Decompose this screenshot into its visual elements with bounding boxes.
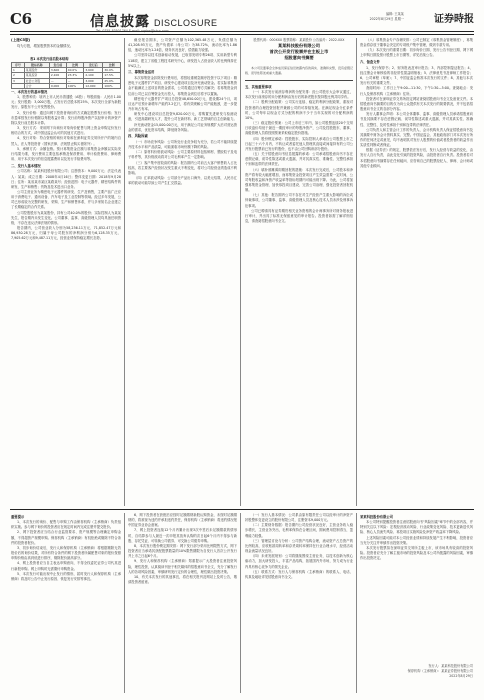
table-cell: 合计	[24, 83, 49, 88]
issuer-name: 发行人：某某科技股份有限公司	[428, 664, 473, 668]
column-divider	[356, 38, 357, 506]
table-cell: 某某股份	[24, 68, 49, 73]
section-heading: 二、发行人基本情况	[11, 163, 41, 168]
sponsor-name: 保荐机构（主承销商）：某某证券股份有限公司	[407, 669, 473, 673]
table-cell: 12,000	[84, 83, 103, 88]
column-2-body: 截至报告期末，公司资产总额为102,365.48万元，负债总额为41,208.93万元，资产负债率（母公司）为38.72%，流动比率为1.86倍，速动比率为1.24倍，财务状况良好，偿债能力较强。 公司坚持以技术创新驱动发展，已取得发明专利26项、实用新型专利118项，建立了省级工程技术研究中心，研发投入占营业收入的比例保持在5%以上。 三、募集资金运用 本次募集资金扣除发行费用后，将按轻重缓急顺序投资于以下项目：精密电子元器件扩产项目、研发中心建设项目及补充流动资金。若实际募集资金不能满足上述项目的资金需求，公司将通过自筹方式解决；若募集资金到位前公司已以自筹资金先行投入，募集资金到位后将予以置换。 精密电子元器件扩产项目总投资48,650.00万元，建设期24个月，项目达产后预计新增年产能约3.2亿只，将有效缓解公司产能瓶颈，进一步提升市场占有率。 研发中心建设项目总投资9,820.00万元，将购置先进研发与检测设备，引进高端研发人才，提升公司在新材料、新工艺领域的自主创新能力。 补充流动资金15,000.00万元，用于满足公司业务规模扩大后对营运资金的需求，优化资本结构，降低财务风险。 四、风险因素 （一）市场竞争风险：公司所处行业竞争较为充分，若公司不能持续提升技术水平和产品质量，可能面临市场份额下降的风险。 （二）原材料价格波动风险：公司主要原材料包括铜材、塑胶粒子及电子料件等，其价格波动将对公司毛利率产生一定影响。 （三）客户集中度较高的风险：报告期内公司前五大客户销售收入占比较高，若主要客户经营状况发生重大不利变化，将对公司经营业绩造成不利影响。 （四）汇率波动风险：公司部分产品出口海外，以美元结算，人民币汇率的波动可能导致公司产生汇兑损益。	[128, 38, 237, 186]
contact-line: Tel: 0755-83501764 E-mail: zqsbw@stcn.com	[96, 29, 169, 33]
lower-column-4: 某某科技股份有限公司 本公司特别提醒投资者注意招股意向书"风险因素"章节中的全部内容，并特别关注以下风险：宏观经济波动风险、行业政策变化风险、技术更新迭代风险、核心人员流失风险、募投项目实施风险及净资产收益率下降风险。 上述风险因素可能对本公司经营业绩和持续发展产生不利影响，投资者应当充分关注并审慎作出投资决策。 本次发行股票拟在深圳证券交易所主板上市，该市场具有较高的投资风险。投资者应充分了解主板市场的投资风险及本公司所披露的风险因素，审慎作出投资决定。	[360, 514, 473, 561]
table-header-cell: 发行前	[49, 63, 66, 68]
table-cell: 2,100	[49, 73, 66, 78]
table-header-cell: 序号	[12, 63, 25, 68]
table-header-cell: 比例	[103, 63, 121, 68]
lower-column-2: 6、网下投资者在获配后应按时足额缴纳新股认购资金，未按时足额缴纳的，将被视为违约并承担违约责任，保荐机构（主承销商）将违约情况报中国证券业协会备案。 7、网上投资者连续12个月内累计出现3次中签后未足额缴款的情形时，自结算参与人最近一次申报其放弃认购的次日起6个月内不得参与新股、存托凭证、可转换公司债券、可交换公司债券申购。 8、本次发行股份锁定期安排：网下发行部分采用比例限售方式，网下投资者应当承诺其获配股票数量的10%限售期限为自发行人首次公开发行并上市之日起6个月。 9、发行人和保荐机构（主承销商）郑重提示广大投资者注意投资风险，理性投资，认真阅读刊登于相关媒体的招股意向书全文，充分了解发行人的各项风险因素，审慎研判发行定价的合理性，理性做出投资决策。 10、有关本次发行的其他事宜，将在相关报刊及网站上及时公告，敬请投资者留意。	[128, 513, 237, 585]
lower-column-1: 重要提示 1、本次发行的询价、配售与申购工作由保荐机构（主承销商）负责组织实施。参与网下询价的投资者应在规定时间内完成注册并提交报价。 2、网下投资者应当结合行业监管要求、资产规模等合理确定申购金额，不得超资产规模申购。保荐机构（主承销商）有权拒绝或剔除不符合条件的投资者报价。 3、初步询价结束后，发行人和保荐机构（主承销商）将根据剔除无效报价后的询价结果，对所有符合条件的网下投资者所属配售对象的报价按照申购价格由高到低进行排序，剔除报价最高部分。 4、网上投资者应当自主表达申购意向，不得全权委托证券公司代其进行新股申购。网上申购时无需缴付申购资金。 5、本次发行可能出现中止发行的情形，届时发行人和保荐机构（主承销商）将及时公告中止发行原因、恢复发行安排等事宜。	[11, 514, 121, 581]
announcement-doc-name: 招股意向书摘要	[284, 55, 314, 60]
date-line: 2022年8月29日 星期一	[369, 17, 404, 21]
section-heading: 某某科技股份有限公司	[360, 514, 393, 519]
table-intro-text: 均为万股，增加股票资本的金额情况。	[17, 44, 74, 48]
title-rule	[245, 80, 353, 81]
table-cell: 23.3%	[66, 73, 84, 78]
section-heading: 六、备查文件	[360, 60, 380, 65]
page-number: C6	[10, 10, 32, 28]
table-cell: 25.0%	[103, 78, 121, 83]
table-cell: —	[66, 78, 84, 83]
continued-label: (上接C5版)	[11, 38, 31, 42]
table-header-cell: 发行后	[84, 63, 103, 68]
section-heading: 三、募集资金运用	[128, 70, 155, 75]
table-cell: 3,600	[84, 68, 103, 73]
table-cell: 社会公众股	[24, 78, 49, 83]
table-cell: 某某投资	[24, 73, 49, 78]
capital-structure-table	[11, 62, 121, 89]
lower-column-3: （一）发行人基本情况：公司系由原有限责任公司以经审计的净资产折股整体变更设立的股份有限公司，注册资本9,000万元。 （二）主要财务数据：报告期内公司经营状况良好，主营业务收入稳步增长，主营业务突出，毛利率保持在合理区间，期间费用控制得当，盈利能力较强。 （三）管理层讨论与分析：公司资产结构合理，流动资产占总资产的比例较高，应收账款周转率和存货周转率保持在行业合理水平，经营活动现金流量状况良好。 （四）未来发展规划：公司将继续围绕主营业务，以技术创新为核心驱动力，加大研发投入，丰富产品结构，拓展国内外市场，努力成为行业内具有核心竞争力的领先企业。 （五）联系方式：发行人与保荐机构（主承销商）的联系人、电话、传真及地址详见招股意向书全文。	[245, 513, 353, 579]
table-cell: 100%	[66, 83, 84, 88]
column-divider	[240, 513, 241, 693]
section-heading: 重要提示	[11, 514, 25, 519]
table-cell: 2	[12, 73, 25, 78]
page-header	[10, 10, 474, 33]
header-rule-thin	[10, 34, 474, 35]
table-cell: 2,100	[84, 73, 103, 78]
column-divider	[356, 513, 357, 693]
table-header-cell: 股东名称	[24, 63, 49, 68]
table-cell: 40.0%	[66, 68, 84, 73]
table-header-cell: 比例	[66, 63, 84, 68]
announcement-title-block	[245, 38, 353, 61]
column-1-body: 一、本次发行的基本情况 1、股票种类：境内上市人民币普通股（A股）；每股面值：人民币1.00元；发行股数：3,000万股，占发行后总股本的25%，本次发行全部为新股发行，原股东不公开发售股份。 2、发行价格：通过向网下投资者询价的方式确定股票发行价格；发行市盈率按发行价格除以每股收益计算；发行前每股净资产以经审计的净资产除以发行前总股本计算。 3、发行方式：采用网下向询价对象询价配售与网上资金申购定价发行相结合的方式，或中国证监会认可的其他方式进行。 4、发行对象：符合资格的询价对象和在深圳证券交易所开户的境内自然人、法人等投资者（国家法律、法规禁止购买者除外）。 5、承销方式：余额包销。预计募集资金总额与募集资金净额以实际发行结果为准，发行费用主要包括承销及保荐费用、审计验资费用、律师费用、用于本次发行的信息披露费用以及发行手续费用等。 二、发行人基本情况 公司名称：某某科技股份有限公司；注册资本：9,000万元；法定代表人：某某；成立日期：2008年4月16日；整体变更日期：2018年9月28日；住所：某省某市某区某路某号；经营范围：电子元器件、精密结构件的研发、生产和销售；货物及技术进出口业务。 公司主营业务为精密电子元器件的研发、生产及销售，主要产品广泛应用于消费电子、通讯设备、汽车电子及工业控制等领域。经过多年发展，公司已形成较为完整的研发、采购、生产和销售体系，并与多家知名企业建立了长期稳定的合作关系。 公司控股股东为某某股份，持有公司40.0%的股份；实际控制人为某某先生，报告期内未发生变化。公司董事、监事、高级管理人员均具备任职资格，不存在违反法律法规的情形。 报告期内，公司营业收入分别为58,236.11万元、71,852.47万元和86,930.28万元，归属于母公司股东的净利润分别为6,128.35万元、7,905.62万元和9,487.11万元，经营业绩保持稳定增长态势。	[11, 89, 121, 241]
section-heading: 一、本次发行的基本情况	[11, 89, 48, 94]
column-divider	[240, 38, 241, 506]
table-cell: 3,600	[49, 68, 66, 73]
signature-block	[360, 664, 473, 679]
page-title-en: DISCLOSURE	[154, 18, 218, 28]
page-title	[90, 11, 218, 31]
board-statement	[245, 66, 353, 78]
newspaper-logo: 证券時报	[434, 14, 474, 25]
signature-date: 2022年8月29日	[449, 674, 473, 678]
company-name: 某某科技股份有限公司	[278, 43, 320, 48]
lower-section-rule	[10, 509, 474, 510]
board-statement-text: 本公司及董事会全体成员保证信息披露内容的真实、准确和完整，没有虚假记载、误导性陈述或重大遗漏。	[245, 66, 353, 76]
editor-line: 编辑: 王某某	[385, 12, 404, 16]
page-title-cn: 信息披露	[90, 14, 150, 30]
table-cell: 1	[12, 68, 25, 73]
table-cell: —	[49, 78, 66, 83]
table-cell: 30.0%	[103, 68, 121, 73]
announcement-subtitle: 首次公开发行股票并在主板上市	[269, 49, 329, 54]
header-rule-thick	[10, 31, 474, 32]
column-4-body: （八）募集资金专户存储安排：公司已制定《募集资金管理制度》，募集资金将存放于董事会决定的专项账户集中管理，做到专款专用。 （九）本次发行的重要日期：初步询价日期、发行公告刊登日期、网下网上申购日期及预计股票上市日期等，详见后续公告。 六、备查文件 1、发行保荐书；2、财务报表及审计报告；3、内部控制鉴证报告；4、经注册会计师核验的非经常性损益明细表；5、法律意见书及律师工作报告；6、公司章程（草案）；7、中国证监会核准本次发行的文件；8、其他与本次发行有关的重要文件。 查阅时间：工作日上午9:00—11:30，下午1:30—5:00。查阅地点：发行人及保荐机构（主承销商）住所。 投资者可在深圳证券交易所指定网站查阅招股意向书全文及备查文件。本招股意向书摘要的目的仅为向公众提供有关本次发行的简要情况，并不包括招股意向书全文的各部分内容。 发行人董事会声明：本公司全体董事、监事、高级管理人员承诺招股意向书及其摘要不存在虚假记载、误导性陈述或重大遗漏，并对其真实性、准确性、完整性、及时性承担个别和连带的法律责任。 公司负责人和主管会计工作的负责人、会计机构负责人保证招股意向书及其摘要中财务会计资料真实、完整。中国证监会、其他政府部门对本次发行所作的任何决定或意见，均不表明其对发行人股票的价值或者投资者的收益作出实质性判断或者保证。 根据《证券法》的规定，股票依法发行后，发行人经营与收益的变化，由发行人自行负责，由此变化引致的投资风险，由投资者自行负责。投资者若对本招股意向书摘要存在任何疑问，应咨询自己的股票经纪人、律师、会计师或其他专业顾问。	[360, 38, 473, 168]
table-title: 表1 本次发行前后股本结构	[30, 57, 69, 61]
table-cell: 3,000	[84, 78, 103, 83]
column-divider	[124, 513, 125, 693]
table-cell: 17.5%	[103, 73, 121, 78]
table-cell: 9,000	[49, 83, 66, 88]
table-intro	[11, 44, 121, 56]
section-heading: 四、风险因素	[128, 134, 148, 139]
table-cell: 100%	[103, 83, 121, 88]
table-cell: 3	[12, 78, 25, 83]
column-divider	[124, 38, 125, 506]
edit-info	[370, 12, 404, 22]
section-heading: 五、其他重要事项	[245, 84, 272, 89]
stock-code-line: 股票代码：000XXX 股票简称：某某股份 公告编号：2022-0XX	[253, 38, 345, 42]
column-3-body: 五、其他重要事项 （一）本次发行前滚存利润的分配安排：经公司股东大会审议通过，本次发行前滚存的未分配利润由发行后的新老股东按持股比例共同享有。 （二）股利分配政策：公司实行连续、稳定的利润分配政策，重视对投资者的合理投资回报并兼顾公司的可持续发展。在满足现金分红条件时，公司每年以现金方式分配的利润不少于当年实现的可分配利润的10%。 （三）稳定股价预案：公司上市后三年内，如公司股票连续20个交易日收盘价均低于最近一期经审计的每股净资产，公司及控股股东、董事、高级管理人员将按照预案采取稳定股价措施。 （四）股份锁定承诺：控股股东、实际控制人承诺自公司股票上市之日起三十六个月内，不转让或者委托他人管理其直接或间接持有的公司公开发行股票前已发行的股份，也不由公司回购该部分股份。 （五）关于招股意向书信息披露的承诺：公司承诺招股意向书不存在虚假记载、误导性陈述或重大遗漏，并对其真实性、准确性、完整性承担个别和连带的法律责任。 （六）填补被摊薄即期回报的措施：本次发行完成后，公司股本和净资产将有较大幅度增加，而募集资金投资项目产生效益需要一定时间，公司每股收益和净资产收益率等指标短期内可能出现下降。为此，公司将加强募集资金管理、加快募投项目建设、完善公司治理、强化投资者回报机制。 （七）其他：报告期内公司不存在对生产经营产生重大影响的诉讼或仲裁事项，公司董事、监事、高级管理人员及核心技术人员未涉及刑事诉讼事项。 公司已聘请具有证券期货相关业务资格的会计师事务所对财务报表进行审计，并出具了标准无保留意见的审计报告。投资者如需了解详细信息，请查阅招股意向书全文。	[245, 84, 353, 224]
